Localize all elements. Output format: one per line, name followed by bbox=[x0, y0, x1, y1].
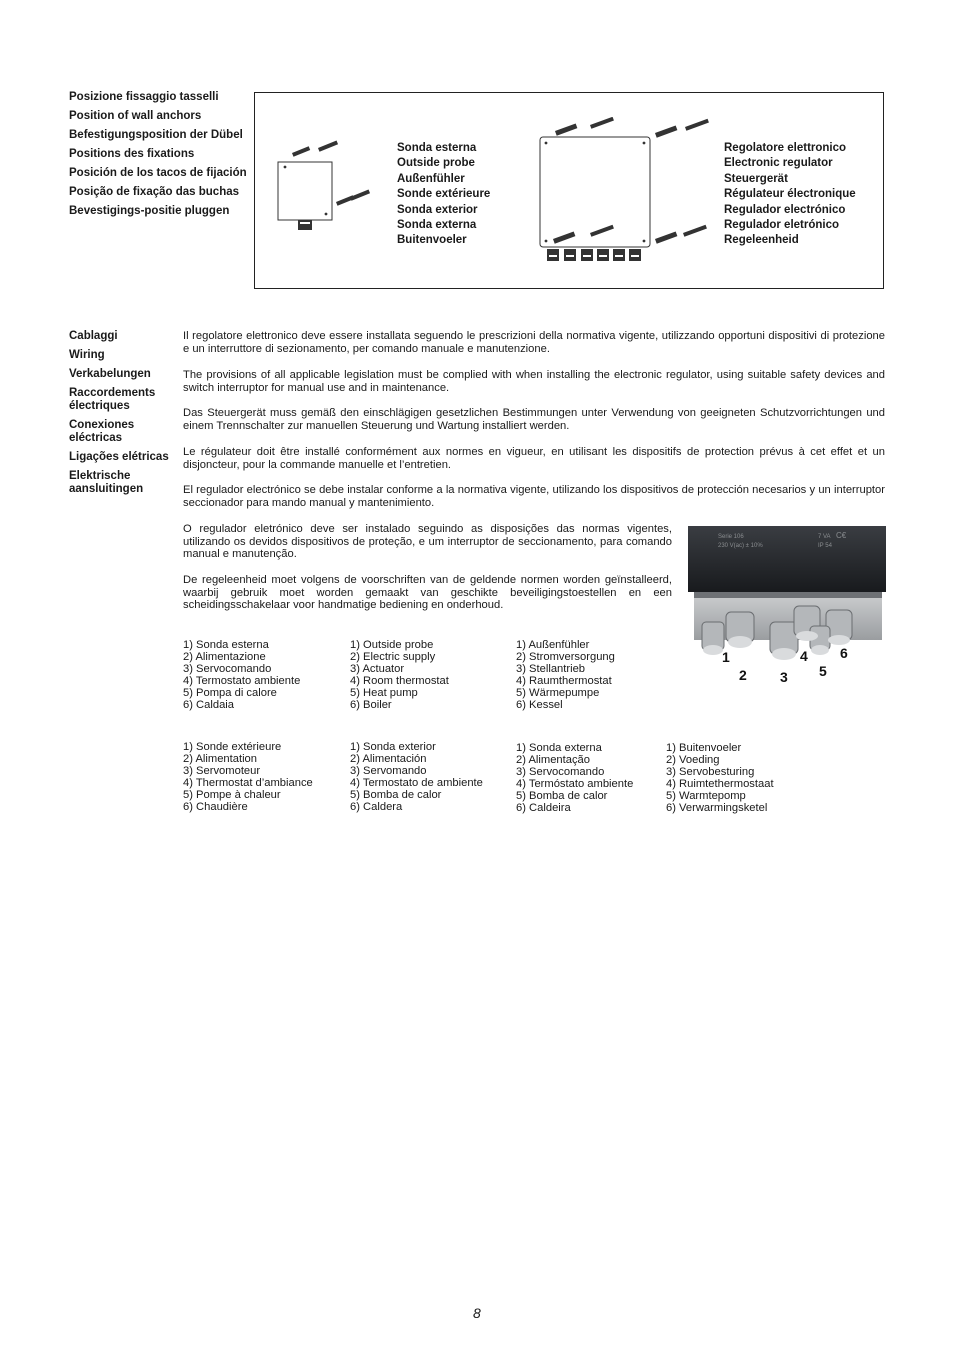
paragraph-fr: Le régulateur doit être installé conformément aux normes en vigueur, en utilisant les dispositifs de protection prévus à cet effet et un disjoncteur, pour la commande manuelle et l’entretien. bbox=[183, 446, 885, 471]
paragraph-en: The provisions of all applicable legislation must be complied with when installing the electronic regulator, using suitable safety devices and switch interruptor for manual use and in maintenance. bbox=[183, 369, 885, 394]
wiring-label-es: Conexiones eléctricas bbox=[69, 419, 135, 444]
fixing-label-fr: Positions des fixations bbox=[69, 148, 195, 160]
list-item: 5) Wärmepumpe bbox=[516, 687, 600, 700]
list-item: 5) Pompe à chaleur bbox=[183, 789, 281, 802]
list-item: 5) Bomba de calor bbox=[516, 790, 608, 803]
list-item: 2) Alimentação bbox=[516, 754, 591, 767]
list-item: 1) Outside probe bbox=[350, 639, 434, 651]
list-item: 5) Pompa di calore bbox=[183, 687, 277, 700]
probe-name-de: Außenfühler bbox=[397, 172, 465, 185]
list-item: 3) Servomoteur bbox=[183, 765, 261, 778]
probe-name-nl: Buitenvoeler bbox=[397, 234, 467, 247]
connector-number-6: 6 bbox=[840, 645, 848, 661]
list-item: 1) Sonda exterior bbox=[350, 741, 436, 753]
list-item: 4) Room thermostat bbox=[350, 675, 449, 688]
list-item: 2) Stromversorgung bbox=[516, 651, 615, 664]
page-number: 8 bbox=[473, 1305, 481, 1321]
list-item: 6) Chaudière bbox=[183, 801, 248, 814]
paragraph-it: Il regolatore elettronico deve essere installata seguendo le prescrizioni della normativa vigente, utilizzando opportuni dispositivi di protezione e un interruttore di sezionamento, per comando manuale e manutenzione. bbox=[183, 330, 885, 355]
wiring-labels bbox=[69, 330, 179, 502]
probe-names bbox=[397, 141, 490, 249]
fixing-label-de: Befestigungsposition der Dübel bbox=[69, 129, 243, 141]
connection-list-pt bbox=[516, 742, 633, 815]
list-item: 2) Alimentation bbox=[183, 753, 258, 766]
list-item: 1) Buitenvoeler bbox=[666, 742, 742, 754]
list-item: 5) Warmtepomp bbox=[666, 790, 746, 803]
outside-probe-drawing bbox=[270, 140, 370, 235]
list-item: 2) Alimentazione bbox=[183, 651, 266, 664]
connection-list-en bbox=[350, 639, 449, 712]
list-item: 5) Heat pump bbox=[350, 687, 418, 700]
regulator-names bbox=[724, 141, 856, 249]
paragraph-de: Das Steuergerät muss gemäß den einschlägigen gesetzlichen Bestimmungen unter Verwendung von geeigneten Schutzvorrichtungen und einem Trennschalter zur manuellen Steuerung und Wartung installiert werden. bbox=[183, 407, 885, 432]
regulator-name-de: Steuergerät bbox=[724, 172, 788, 185]
svg-text:C€: C€ bbox=[836, 531, 847, 540]
list-item: 6) Caldaia bbox=[183, 699, 234, 712]
list-item: 6) Boiler bbox=[350, 699, 392, 712]
wiring-label-it: Cablaggi bbox=[69, 330, 118, 342]
list-item: 4) Termostato ambiente bbox=[183, 675, 301, 688]
regulator-name-en: Electronic regulator bbox=[724, 157, 833, 170]
wiring-label-en: Wiring bbox=[69, 349, 105, 361]
fixing-label-es: Posición de los tacos de fijación bbox=[69, 167, 247, 179]
list-item: 6) Caldera bbox=[350, 801, 403, 814]
regulator-photo bbox=[688, 526, 886, 691]
list-item: 3) Servomando bbox=[350, 765, 427, 778]
connection-list-nl bbox=[666, 742, 774, 815]
wiring-label-nl: Elektrische aansluitingen bbox=[69, 470, 144, 495]
device-label-series: Serie 106 bbox=[718, 534, 744, 540]
connection-list-es bbox=[350, 741, 483, 814]
list-item: 4) Ruimtethermostaat bbox=[666, 778, 774, 791]
list-item: 6) Caldeira bbox=[516, 802, 571, 815]
fixing-position-labels bbox=[69, 91, 247, 224]
wiring-label-pt: Ligações elétricas bbox=[69, 451, 169, 463]
electronic-regulator-drawing bbox=[535, 117, 720, 267]
connection-list-it bbox=[183, 639, 300, 712]
list-item: 4) Termóstato ambiente bbox=[516, 778, 634, 791]
connection-list-de bbox=[516, 639, 615, 712]
connector-number-1: 1 bbox=[722, 649, 730, 665]
connector-number-3: 3 bbox=[780, 669, 788, 685]
list-item: 2) Electric supply bbox=[350, 651, 436, 664]
list-item: 1) Außenfühler bbox=[516, 639, 590, 651]
probe-name-it: Sonda esterna bbox=[397, 142, 477, 154]
probe-name-es: Sonda exterior bbox=[397, 203, 478, 216]
list-item: 4) Raumthermostat bbox=[516, 675, 612, 688]
regulator-name-nl: Regeleenheid bbox=[724, 234, 799, 247]
paragraph-nl: De regeleenheid moet volgens de voorschriften van de geldende normen worden geïnstalleerd, waarbij gebruik moet worden gemaakt van geschikte beveiligingstoestellen en een scheidingsschakelaar voor handmatige bediening en onderhoud. bbox=[183, 574, 672, 612]
list-item: 1) Sonda externa bbox=[516, 742, 602, 754]
list-item: 3) Servocomando bbox=[516, 766, 605, 779]
fixing-label-pt: Posição de fixação das buchas bbox=[69, 186, 240, 198]
device-label-voltage: 230 V(ac) ± 10% bbox=[718, 543, 763, 549]
list-item: 4) Thermostat d’ambiance bbox=[183, 777, 313, 790]
list-item: 6) Kessel bbox=[516, 699, 563, 712]
regulator-name-pt: Regulador eletrónico bbox=[724, 219, 840, 232]
connection-list-fr bbox=[183, 741, 313, 814]
list-item: 5) Bomba de calor bbox=[350, 789, 442, 802]
connector-number-4: 4 bbox=[800, 648, 808, 664]
list-item: 3) Actuator bbox=[350, 663, 405, 676]
device-label-ip: IP 54 bbox=[818, 543, 832, 549]
probe-name-pt: Sonda externa bbox=[397, 219, 477, 232]
probe-name-fr: Sonde extérieure bbox=[397, 188, 491, 201]
probe-name-en: Outside probe bbox=[397, 157, 475, 170]
list-item: 2) Voeding bbox=[666, 754, 720, 767]
list-item: 1) Sonde extérieure bbox=[183, 741, 282, 753]
fixing-label-it: Posizione fissaggio tasselli bbox=[69, 91, 219, 103]
paragraph-pt: O regulador eletrónico deve ser instalado seguindo as disposições das normas vigentes, utilizando os devidos dispositivos de proteção, e um interruptor de seccionamento, para comando manual e manutenção. bbox=[183, 523, 672, 561]
list-item: 3) Stellantrieb bbox=[516, 663, 586, 676]
list-item: 6) Verwarmingsketel bbox=[666, 802, 768, 815]
connector-number-5: 5 bbox=[819, 663, 827, 679]
list-item: 3) Servobesturing bbox=[666, 766, 755, 779]
wiring-label-fr: Raccordements électriques bbox=[69, 387, 156, 412]
list-item: 2) Alimentación bbox=[350, 753, 427, 766]
list-item: 1) Sonda esterna bbox=[183, 639, 269, 651]
list-item: 3) Servocomando bbox=[183, 663, 272, 676]
wiring-label-de: Verkabelungen bbox=[69, 368, 151, 380]
regulator-name-fr: Régulateur électronique bbox=[724, 188, 856, 201]
list-item: 4) Termostato de ambiente bbox=[350, 777, 483, 790]
device-label-power: 7 VA bbox=[818, 534, 831, 540]
connector-number-2: 2 bbox=[739, 667, 747, 683]
paragraph-es: El regulador electrónico se debe instalar conforme a la normativa vigente, utilizando los dispositivos de protección necesarios y un interruptor seccionador para mando manual y mantenimiento. bbox=[183, 484, 885, 509]
regulator-name-it: Regolatore elettronico bbox=[724, 142, 847, 154]
fixing-label-nl: Bevestigings-positie pluggen bbox=[69, 205, 230, 217]
regulator-name-es: Regulador electrónico bbox=[724, 203, 846, 216]
fixing-label-en: Position of wall anchors bbox=[69, 110, 202, 122]
